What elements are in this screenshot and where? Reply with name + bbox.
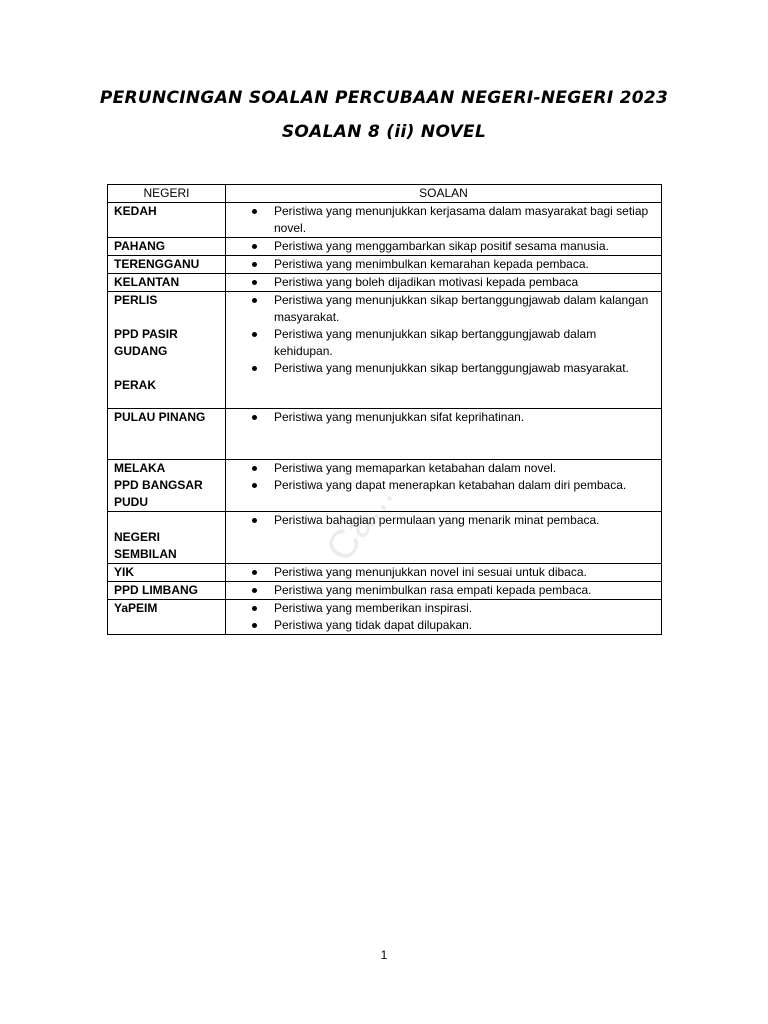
soalan-cell — [226, 460, 662, 512]
negeri-name: PPD PASIR GUDANG — [114, 327, 178, 358]
soalan-item: Peristiwa yang memberikan inspirasi. — [226, 600, 661, 617]
soalan-cell — [226, 564, 662, 582]
header-negeri: NEGERI — [108, 185, 226, 203]
soalan-item: Peristiwa yang menimbulkan rasa empati kepada pembaca. — [226, 582, 661, 599]
negeri-cell — [108, 582, 226, 600]
document-subtitle: SOALAN 8 (ii) NOVEL — [281, 122, 487, 142]
soalan-item: Peristiwa yang menunjukkan sikap bertanggungjawab dalam kehidupan. — [226, 326, 661, 360]
soalan-cell — [226, 512, 662, 564]
soalan-cell — [226, 203, 662, 238]
soalan-item: Peristiwa yang menunjukkan sifat keprihatinan. — [226, 409, 661, 426]
negeri-name: PERLIS — [114, 293, 158, 307]
negeri-cell — [108, 274, 226, 292]
table-header-row — [108, 185, 662, 203]
table-row — [108, 409, 662, 460]
negeri-name: KEDAH — [114, 204, 157, 218]
soalan-item: Peristiwa yang menunjukkan kerjasama dalam masyarakat bagi setiap novel. — [226, 203, 661, 237]
negeri-cell — [108, 256, 226, 274]
negeri-cell — [108, 238, 226, 256]
table-row — [108, 600, 662, 635]
negeri-cell — [108, 203, 226, 238]
page-number: 1 — [380, 948, 388, 962]
soalan-item: Peristiwa yang menimbulkan kemarahan kepada pembaca. — [226, 256, 661, 273]
soalan-item: Peristiwa yang tidak dapat dilupakan. — [226, 617, 661, 634]
negeri-name: YIK — [114, 565, 135, 579]
negeri-cell — [108, 600, 226, 635]
soalan-cell — [226, 600, 662, 635]
negeri-name: PPD LIMBANG — [114, 583, 198, 597]
negeri-name: NEGERI SEMBILAN — [114, 530, 177, 561]
negeri-name: PULAU PINANG — [114, 410, 206, 424]
soalan-item: Peristiwa yang menunjukkan novel ini sesuai untuk dibaca. — [226, 564, 661, 581]
negeri-name: YaPEIM — [114, 601, 158, 615]
header-soalan: SOALAN — [226, 185, 662, 203]
negeri-cell — [108, 292, 226, 409]
soalan-cell — [226, 256, 662, 274]
table-row — [108, 292, 662, 409]
watermark: Ca... — [317, 474, 403, 570]
table-row — [108, 274, 662, 292]
soalan-cell — [226, 274, 662, 292]
table-row — [108, 238, 662, 256]
negeri-cell — [108, 564, 226, 582]
soalan-cell — [226, 409, 662, 460]
soalan-item: Peristiwa yang dapat menerapkan ketabahan dalam diri pembaca. — [226, 477, 661, 494]
soalan-item: Peristiwa yang menunjukkan sikap bertanggungjawab masyarakat. — [226, 360, 661, 377]
negeri-name: TERENGGANU — [114, 257, 200, 271]
table-row — [108, 203, 662, 238]
soalan-item: Peristiwa bahagian permulaan yang menarik minat pembaca. — [226, 512, 661, 529]
soalan-item: Peristiwa yang menunjukkan sikap bertanggungjawab dalam kalangan masyarakat. — [226, 292, 661, 326]
questions-table — [107, 184, 662, 635]
negeri-cell — [108, 512, 226, 564]
soalan-cell — [226, 292, 662, 409]
negeri-name: PPD BANGSAR PUDU — [114, 478, 203, 509]
table-row — [108, 582, 662, 600]
soalan-cell — [226, 238, 662, 256]
soalan-item: Peristiwa yang menggambarkan sikap positif sesama manusia. — [226, 238, 661, 255]
soalan-cell — [226, 582, 662, 600]
negeri-name: PAHANG — [114, 239, 166, 253]
negeri-name: MELAKA — [114, 461, 166, 475]
document-title: PERUNCINGAN SOALAN PERCUBAAN NEGERI-NEGERI 2023 — [99, 88, 669, 108]
table-row — [108, 564, 662, 582]
negeri-cell — [108, 460, 226, 512]
soalan-item: Peristiwa yang memaparkan ketabahan dalam novel. — [226, 460, 661, 477]
negeri-name: PERAK — [114, 378, 157, 392]
table-row — [108, 256, 662, 274]
negeri-cell — [108, 409, 226, 460]
soalan-item: Peristiwa yang boleh dijadikan motivasi kepada pembaca — [226, 274, 661, 291]
negeri-name: KELANTAN — [114, 275, 180, 289]
